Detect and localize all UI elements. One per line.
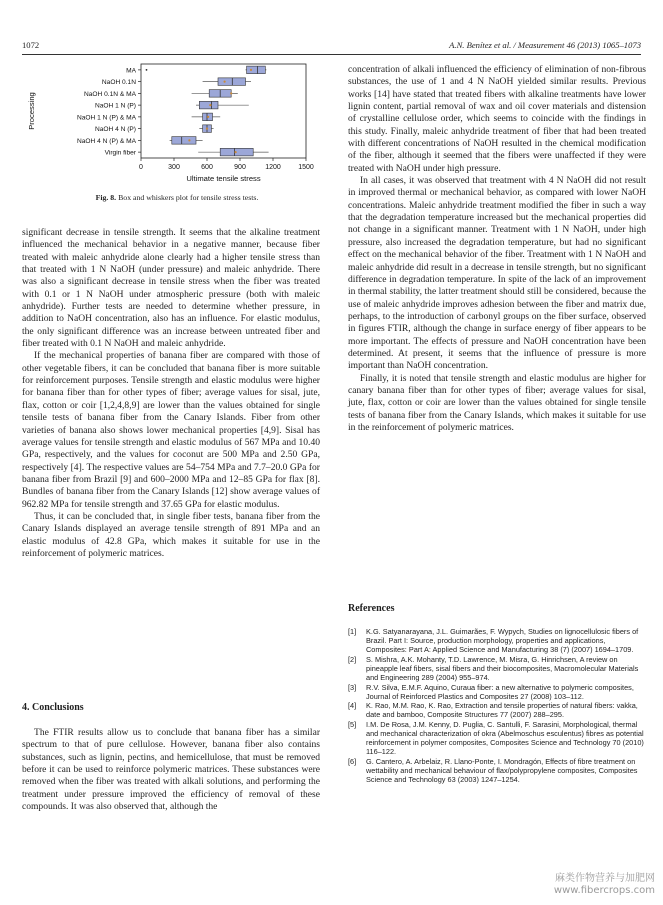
mean-marker: [207, 116, 209, 118]
mean-marker: [230, 92, 232, 94]
y-tick-label: MA: [126, 67, 136, 75]
box-plot-svg: [26, 58, 326, 188]
paragraph: Thus, it can be concluded that, in single fiber tests, banana fiber from the Canary Islands displayed an average tensile strength of 891 MPa and an elastic modulus of 42.8 GPa, which makes it suitable for use in the reinforcement of polymeric matrices.: [22, 510, 320, 559]
x-tick-label: 0: [139, 164, 143, 171]
box-plot-figure: [26, 58, 326, 188]
references-list: [348, 627, 646, 785]
reference-text: K. Rao, M.M. Rao, K. Rao, Extraction and tensile properties of natural fibers: vakka, date and bamboo, Composite Structures 77 (2007) 288–295.: [366, 701, 638, 720]
x-tick-label: 1200: [265, 164, 281, 171]
mean-marker: [206, 128, 208, 130]
outlier-point: [146, 69, 148, 71]
reference-text: I.M. De Rosa, J.M. Kenny, D. Puglia, C. Santulli, F. Sarasini, Morphological, thermal and mechanical characterization of okra (Abelmoschus esculentus) fibres as potential reinforcement in polymer composites, Composites Science and Technology 70 (2010) 116–122.: [366, 719, 644, 757]
box: [199, 101, 218, 109]
conclusions-body: [22, 727, 320, 813]
y-tick-label: NaOH 4 N (P): [94, 126, 136, 134]
x-tick-label: 900: [234, 164, 246, 171]
left-column-body: [22, 227, 320, 560]
reference-item: [348, 701, 646, 719]
right-column-body: [348, 64, 646, 434]
watermark: [554, 873, 655, 897]
header-rule: [22, 54, 641, 55]
paragraph: The FTIR results allow us to conclude that banana fiber has a similar spectrum to that of pure cellulose. However, banana fiber also contains substances, such as lignin, pectins, and hemicellulose, that must be removed before it can be used to reinforce polymeric matrices. These substances were removed when the fiber was treated with alkali solutions, and performing the treatment under pressure improved the efficiency of removal of these compounds. It was also observed that, although the: [22, 727, 320, 813]
mean-marker: [224, 81, 226, 83]
reference-item: [348, 720, 646, 756]
watermark-line: www.fibercrops.com: [553, 885, 655, 896]
y-tick-label: NaOH 0.1N & MA: [83, 90, 136, 98]
box: [247, 66, 266, 74]
y-tick-label: NaOH 4 N (P) & MA: [77, 137, 136, 145]
watermark-line: 麻类作物营养与加肥网: [555, 873, 655, 884]
paragraph: concentration of alkali influenced the efficiency of elimination of non-fibrous substances, the use of 1 and 4 N NaOH yielded similar results. Previous works [14] have stated that treated fibers with alkaline treatments have lower lignin content, partial removal of wax and oil cover materials and distension of crystalline cellulose order, which seems to coincide with the findings in this study. Finally, maleic anhydride treatment of fiber that had been treated with different concentrations of NaOH resulted in the chemical modification of the fiber, although it seemed that the fibers were unaffected if they were treated with NaOH under high pressure.: [348, 64, 646, 174]
reference-number: [3]: [348, 682, 357, 692]
reference-text: K.G. Satyanarayana, J.L. Guimarães, F. Wypych, Studies on lignocellulosic fibers of Brazil. Part I: Source, production morphology, properties and applications, Composites: Part A: Applied Science and Manufacturing 38 (7) (2007) 1694–1709.: [366, 627, 639, 655]
paragraph: significant decrease in tensile strength. It seems that the alkaline treatment influenced the mechanical behavior in a negative manner, because fiber treated with maleic anhydride alone clearly had a higher tensile stress than that treated with 1 N NaOH (under pressure) and maleic anhydride. There was also a significant decrease in tensile stress when the fiber was treated with 0.1 or 1 N NaOH under atmospheric pressure (both with maleic anhydride). Further tests are needed to determine whether pressure, in addition to NaOH concentration, also has an influence. For elastic modulus, the only significant difference was an increase between untreated fiber and fiber treated with 0.1 N NaOH and maleic anhydride.: [22, 227, 320, 350]
reference-text: S. Mishra, A.K. Mohanty, T.D. Lawrence, M. Misra, G. Hinrichsen, A review on pineapple leaf fibers, sisal fibers and their biocomposites, Macromolecular Materials and Engineering 289 (2004) 955–974.: [366, 654, 639, 682]
reference-number: [6]: [348, 756, 357, 766]
x-tick-label: 300: [168, 164, 180, 171]
reference-item: [348, 757, 646, 784]
reference-item: [348, 627, 646, 654]
reference-text: R.V. Silva, E.M.F. Aquino, Curaua fiber: a new alternative to polymeric composites, Journal of Reinforced Plastics and Composites 27 (2008) 103–112.: [366, 682, 634, 701]
journal-header: A.N. Benítez et al. / Measurement 46 (2013) 1065–1073: [449, 40, 641, 50]
mean-marker: [250, 69, 252, 71]
figure-label: Fig. 8.: [95, 193, 117, 202]
reference-text: G. Cantero, A. Arbelaiz, R. Llano-Ponte, I. Mondragón, Effects of fibre treatment on wettability and mechanical behaviour of flax/polypropylene composites, Composites Science and Technology 63 (2003) 1247–1254.: [366, 756, 638, 784]
figure-caption-text: Box and whiskers plot for tensile stress tests.: [116, 193, 259, 202]
mean-marker: [209, 104, 211, 106]
reference-number: [4]: [348, 701, 357, 711]
reference-number: [1]: [348, 627, 357, 636]
references-heading: References: [348, 603, 395, 614]
reference-item: [348, 683, 646, 701]
mean-marker: [188, 139, 190, 141]
y-tick-label: Virgin fiber: [104, 149, 136, 157]
page-number: 1072: [22, 40, 40, 50]
paragraph: In all cases, it was observed that treatment with 4 N NaOH did not result in improved thermal or mechanical behavior, as compared with lower NaOH concentrations. Maleic anhydride treatment modified the fiber in such a way that the degradation temperature increased but the mechanical properties did not change in a significant manner. Treatment with 1 N NaOH, under high pressure, also increased the degradation temperature, but had no significant effect on the mechanical behavior of the fiber. Treatment with 1 N NaOH and maleic anhydride did result in a decrease in tensile strength, but no significant difference in degradation temperature. In spite of the lack of an improvement in thermal stability, the latter treatment should still be considered, because the use of maleic anhydride improves adhesion between the fiber and matrix due, perhaps, to the introduction of carbonyl groups on the fiber surface, observed in figures FTIR, although the change in surface energy of fiber appears to be more important. The effects of pressure and NaOH concentration have been determined. At present, it seems that the influence of pressure is more important than NaOH concentration.: [348, 175, 646, 372]
box: [172, 137, 196, 145]
mean-marker: [235, 151, 237, 153]
x-tick-label: 600: [201, 164, 213, 171]
x-axis-label: Ultimate tensile stress: [186, 174, 261, 183]
reference-number: [5]: [348, 719, 357, 729]
figure-caption: [22, 193, 332, 202]
reference-item: [348, 655, 646, 682]
y-tick-label: NaOH 1 N (P) & MA: [77, 114, 136, 122]
reference-number: [2]: [348, 654, 357, 664]
y-tick-label: NaOH 1 N (P): [94, 102, 136, 110]
y-tick-label: NaOH 0.1N: [101, 79, 136, 87]
x-tick-label: 1500: [298, 164, 314, 171]
paragraph: Finally, it is noted that tensile strength and elastic modulus are higher for canary banana fiber than for other types of fiber; average values for sisal, jute, flax, cotton or coir are lower than the values obtained for single tensile tests of banana fiber from the Canary Islands, which makes it suitable for use in the reinforcement of polymeric matrices.: [348, 372, 646, 433]
box: [218, 78, 246, 86]
paragraph: If the mechanical properties of banana fiber are compared with those of other vegetable fibers, it can be concluded that banana fiber is more suitable for reinforcement purposes. Tensile strength and elastic modulus were higher for banana fiber than for other types of fiber; average values for sisal, jute, flax, cotton or coir [1,2,4,8,9] are lower than the values obtained for single tensile tests of banana fiber from the Canary Islands. Fiber from other varieties of banana also shows lower mechanical properties [4,9]. Sisal has average values for tensile strength and elastic modulus of 567 MPa and 10.40 GPa, respectively, and the values for coconut are 500 MPa and 2.50 GPa, respectively [4]. The respective values are 54–754 MPa and 7.7–20.0 GPa for banana fiber from Brazil [9] and 600–2000 MPa and 12–85 GPa for flax [8]. Bundles of banana fiber from the Canary Islands [12] show average values of 962.82 MPa for tensile strength and 37.65 GPa for elastic modulus.: [22, 350, 320, 510]
section-heading: 4. Conclusions: [22, 702, 84, 713]
y-axis-label: Processing: [27, 92, 36, 130]
